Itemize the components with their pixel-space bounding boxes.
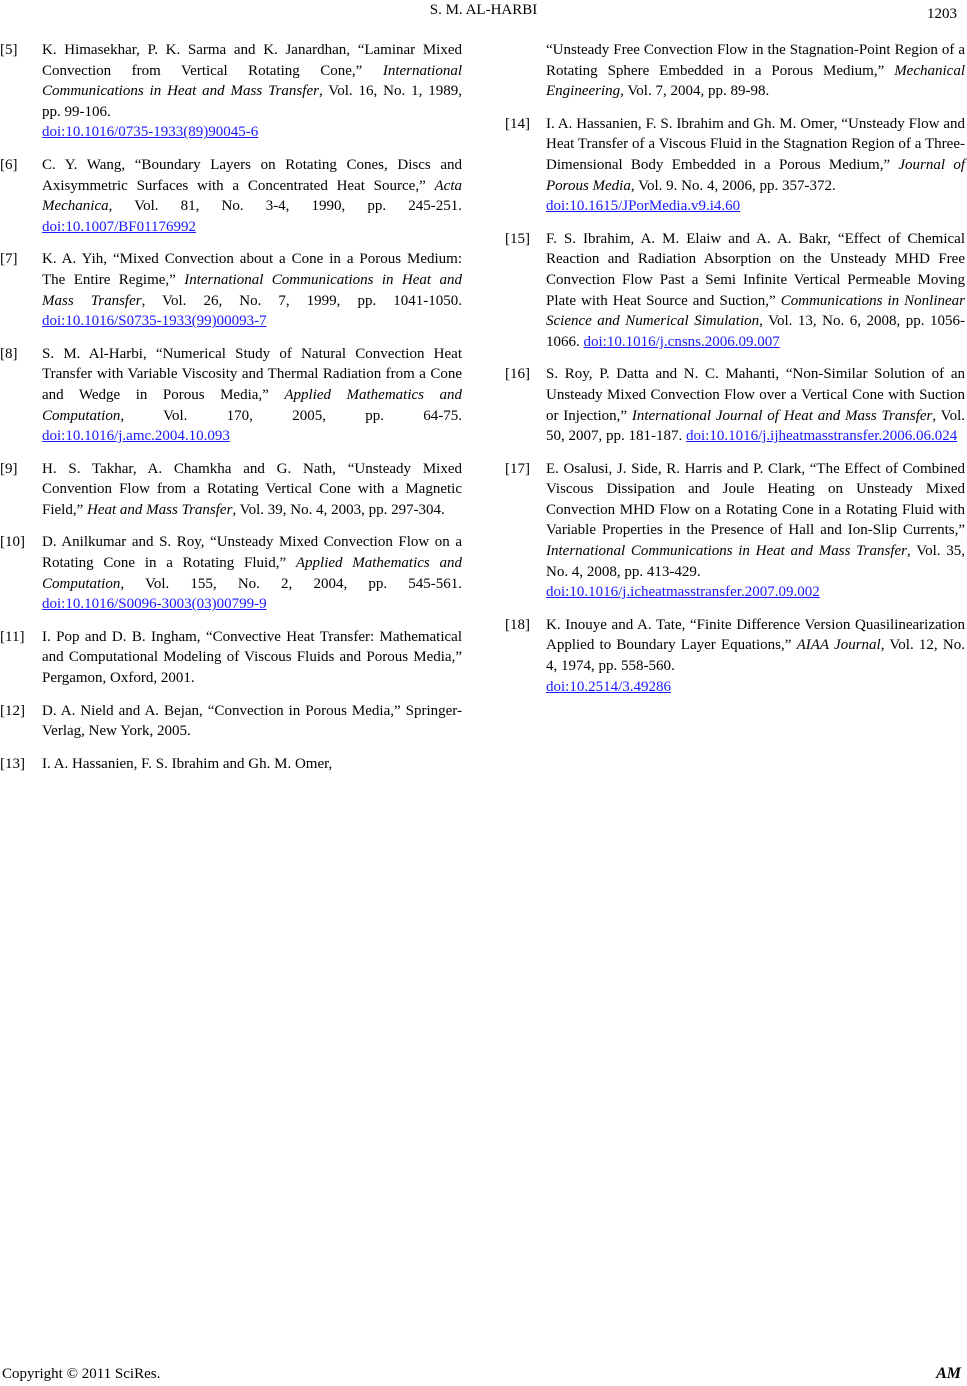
reference-number: [8] (0, 345, 18, 362)
journal-title: International Communications in Heat and Mass Transfer (546, 543, 907, 560)
reference-number: [10] (0, 534, 25, 551)
doi-link[interactable]: doi:10.1016/j.icheatmasstransfer.2007.09.002 (546, 584, 820, 601)
reference-text: I. A. Hassanien, F. S. Ibrahim and Gh. M. Omer, (42, 755, 333, 772)
reference-text: S. Roy, P. Datta and N. C. Mahanti, “Non-Similar Solution of an Unsteady Mixed Convection Flow over a Vertical Cone with Suction or Injection,” International Journal of Heat and Mass Transfer, Vol. 50, 2007, pp. 181-187. doi:10.1016/j.ijheatmasstransfer.2006.06.024 (546, 366, 965, 445)
reference-10 (0, 532, 462, 614)
reference-number: [14] (505, 115, 530, 132)
journal-title: International Journal of Heat and Mass Transfer (631, 407, 933, 424)
journal-title: AIAA Journal (796, 637, 881, 654)
doi-link[interactable]: doi:10.1016/S0735-1933(99)00093-7 (42, 313, 267, 330)
reference-number: [18] (505, 616, 530, 633)
reference-18 (505, 615, 965, 697)
doi-link[interactable]: doi:10.1016/j.cnsns.2006.09.007 (583, 333, 780, 350)
reference-number: [16] (505, 366, 530, 383)
references-right-column (505, 40, 965, 709)
journal-title: Applied Mathematics and Computation (42, 386, 463, 424)
doi-link[interactable]: doi:10.1016/j.amc.2004.10.093 (42, 428, 230, 445)
reference-9 (0, 459, 462, 521)
reference-14 (505, 114, 965, 217)
doi-link[interactable]: doi:10.1016/0735-1933(89)90045-6 (42, 124, 259, 141)
reference-6 (0, 155, 462, 237)
reference-text: E. Osalusi, J. Side, R. Harris and P. Clark, “The Effect of Combined Viscous Dissipation and Joule Heating on Unsteady Mixed Convection MHD Flow on a Rotating Cone in a Rotating Fluid with Variable Properties in the Presence of Hall and Ion-Slip Currents,” International Communications in Heat and Mass Transfer, Vol. 35, No. 4, 2008, pp. 413-429. doi:10.1016/j.icheatmasstransfer.2007.09.002 (546, 459, 965, 603)
reference-7 (0, 249, 462, 331)
reference-5 (0, 40, 462, 143)
copyright-notice: Copyright © 2011 SciRes. (2, 1366, 161, 1382)
reference-13 (0, 754, 462, 775)
reference-text: S. M. Al-Harbi, “Numerical Study of Natural Convection Heat Transfer with Variable Viscosity and Thermal Radiation from a Cone and Wedge in Porous Media,” Applied Mathematics and Computation, Vol. 170, 2005, pp. 64-75. doi:10.1016/j.amc.2004.10.093 (42, 345, 463, 445)
reference-text: D. A. Nield and A. Bejan, “Convection in Porous Media,” Springer-Verlag, New York, 2005. (42, 702, 462, 740)
reference-text: I. Pop and D. B. Ingham, “Convective Heat Transfer: Mathematical and Computational Modeling of Viscous Fluids and Porous Media,” Pergamon, Oxford, 2001. (42, 628, 462, 687)
journal-title: Journal of Porous Media (546, 156, 965, 194)
doi-link[interactable]: doi:10.1007/BF01176992 (42, 218, 197, 235)
reference-text: K. A. Yih, “Mixed Convection about a Cone in a Porous Medium: The Entire Regime,” International Communications in Heat and Mass Transfer, Vol. 26, No. 7, 1999, pp. 1041-1050. doi:10.1016/S0735-1933(99)00093-7 (42, 251, 463, 330)
journal-title: Mechanical Engineering (546, 62, 965, 100)
doi-link[interactable]: doi:10.1016/S0096-3003(03)00799-9 (42, 596, 267, 613)
reference-16 (505, 364, 965, 446)
doi-link[interactable]: doi:10.1615/JPorMedia.v9.i4.60 (546, 198, 741, 215)
journal-title: International Communications in Heat and Mass Transfer (42, 271, 462, 309)
reference-number: [15] (505, 230, 530, 247)
reference-11 (0, 627, 462, 689)
references-left-column (0, 40, 462, 786)
reference-text: H. S. Takhar, A. Chamkha and G. Nath, “Unsteady Mixed Convention Flow from a Rotating Vertical Cone with a Magnetic Field,” Heat and Mass Transfer, Vol. 39, No. 4, 2003, pp. 297-304. (42, 460, 462, 518)
reference-text: K. Inouye and A. Tate, “Finite Difference Version Quasilinearization Applied to Boundary Layer Equations,” AIAA Journal, Vol. 12, No. 4, 1974, pp. 558-560. doi:10.2514/3.49286 (546, 615, 965, 697)
journal-title: Acta Mechanica (42, 177, 462, 215)
reference-17 (505, 459, 965, 603)
reference-number: [17] (505, 460, 530, 477)
page-number: 1203 (927, 6, 957, 22)
running-header-author: S. M. AL-HARBI (429, 2, 538, 18)
reference-text: D. Anilkumar and S. Roy, “Unsteady Mixed Convection Flow on a Rotating Cone in a Rotating Fluid,” Applied Mathematics and Computation, Vol. 155, No. 2, 2004, pp. 545-561. doi:10.1016/S0096-3003(03)00799-9 (42, 534, 463, 613)
doi-link[interactable]: doi:10.2514/3.49286 (546, 678, 672, 695)
reference-number: [9] (0, 460, 18, 477)
reference-8 (0, 344, 462, 447)
journal-title: Heat and Mass Transfer (87, 501, 233, 518)
reference-text: I. A. Hassanien, F. S. Ibrahim and Gh. M. Omer, “Unsteady Flow and Heat Transfer of a Viscous Fluid in the Stagnation Region of a Three-Dimensional Body Embedded in a Porous Medium,” Journal of Porous Media, Vol. 9. No. 4, 2006, pp. 357-372. doi:10.1615/JPorMedia.v9.i4.60 (546, 114, 965, 217)
doi-link[interactable]: doi:10.1016/j.ijheatmasstransfer.2006.06.024 (686, 428, 958, 445)
reference-12 (0, 701, 462, 742)
reference-number: [7] (0, 251, 18, 268)
reference-text: K. Himasekhar, P. K. Sarma and K. Janardhan, “Laminar Mixed Convection from Vertical Rotating Cone,” International Communications in Heat and Mass Transfer, Vol. 16, No. 1, 1989, pp. 99-106. doi:10.1016/0735-1933(89)90045-6 (42, 40, 462, 143)
reference-number: [12] (0, 702, 25, 719)
reference-text: C. Y. Wang, “Boundary Layers on Rotating Cones, Discs and Axisymmetric Surfaces with a Concentrated Heat Source,” Acta Mechanica, Vol. 81, No. 3-4, 1990, pp. 245-251. doi:10.1007/BF01176992 (42, 156, 462, 235)
journal-title: Communications in Nonlinear Science and Numerical Simulation (546, 292, 966, 330)
reference-text: F. S. Ibrahim, A. M. Elaiw and A. A. Bakr, “Effect of Chemical Reaction and Radiation Absorption on the Unsteady MHD Free Convection Flow Past a Semi Infinite Vertical Permeable Moving Plate with Heat Source and Suction,” Communications in Nonlinear Science and Numerical Simulation, Vol. 13, No. 6, 2008, pp. 1056-1066. doi:10.1016/j.cnsns.2006.09.007 (546, 230, 966, 350)
reference-number: [11] (0, 628, 25, 645)
reference-number: [6] (0, 156, 18, 173)
reference-13-continued: “Unsteady Free Convection Flow in the Stagnation-Point Region of a Rotating Sphere Embedded in a Porous Medium,” Mechanical Engineering, Vol. 7, 2004, pp. 89-98. (546, 42, 965, 100)
reference-15 (505, 229, 965, 353)
journal-abbreviation: AM (936, 1365, 961, 1382)
journal-title: International Communications in Heat and Mass Transfer (42, 62, 462, 100)
journal-title: Applied Mathematics and Computation (42, 555, 463, 592)
reference-number: [5] (0, 42, 18, 58)
reference-number: [13] (0, 755, 25, 772)
